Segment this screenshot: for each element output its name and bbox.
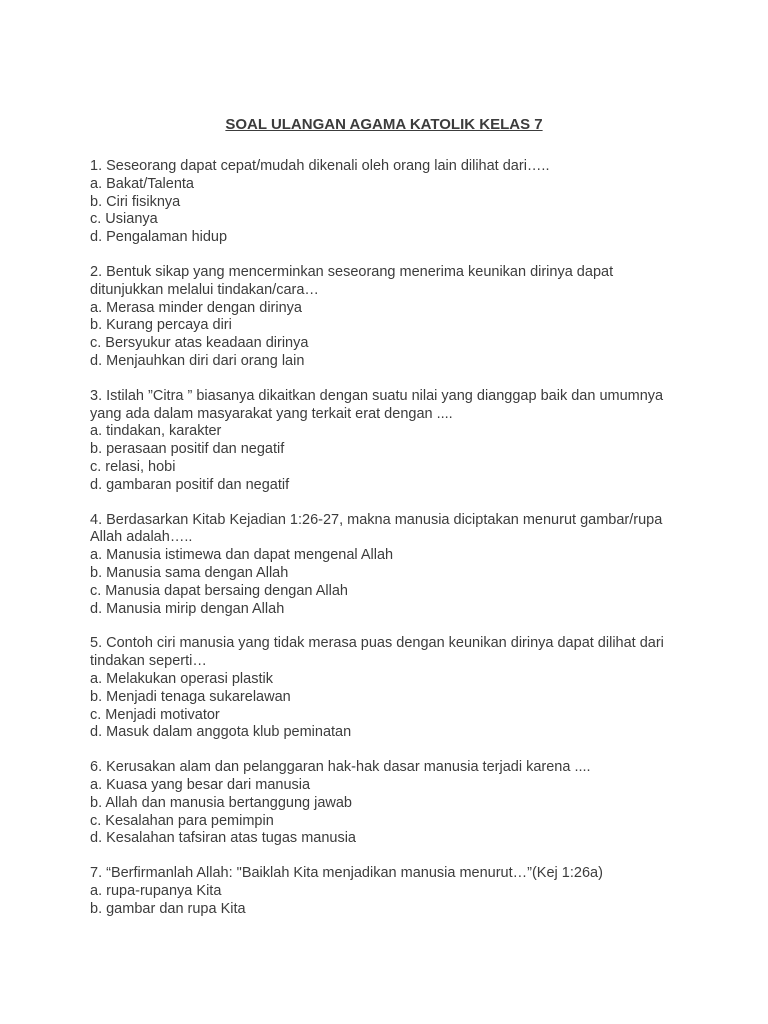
question-item — [90, 512, 690, 619]
option-list — [90, 777, 690, 848]
option-d: d. Menjauhkan diri dari orang lain — [90, 352, 305, 369]
option-d: d. Pengalaman hidup — [90, 229, 228, 246]
question-item — [90, 635, 690, 742]
question-item — [90, 759, 690, 848]
option-list — [90, 547, 690, 618]
option-b: b. Kurang percaya diri — [90, 317, 232, 334]
question-list — [90, 158, 690, 935]
option-a: a. tindakan, karakter — [90, 423, 222, 440]
option-a: a. Manusia istimewa dan dapat mengenal Allah — [90, 547, 394, 564]
option-d: d. Manusia mirip dengan Allah — [90, 600, 285, 617]
question-item — [90, 264, 690, 371]
option-b: b. Allah dan manusia bertanggung jawab — [90, 794, 352, 811]
option-c: c. relasi, hobi — [90, 458, 176, 475]
option-d: d. Masuk dalam anggota klub peminatan — [90, 724, 352, 741]
question-item — [90, 388, 690, 495]
option-list — [90, 423, 690, 494]
option-b: b. Menjadi tenaga sukarelawan — [90, 688, 291, 705]
option-c: c. Menjadi motivator — [90, 706, 220, 723]
document-title: SOAL ULANGAN AGAMA KATOLIK KELAS 7 — [225, 116, 543, 133]
option-list — [90, 176, 690, 247]
question-text: 4. Berdasarkan Kitab Kejadian 1:26-27, makna manusia diciptakan menurut gambar/rupa Allah adalah….. — [90, 511, 666, 546]
option-a: a. Melakukan operasi plastik — [90, 670, 273, 687]
question-text: 6. Kerusakan alam dan pelanggaran hak-hak dasar manusia terjadi karena .... — [90, 759, 591, 776]
option-a: a. Kuasa yang besar dari manusia — [90, 776, 311, 793]
question-item — [90, 158, 690, 247]
option-a: a. rupa-rupanya Kita — [90, 882, 222, 899]
option-c: c. Kesalahan para pemimpin — [90, 812, 274, 829]
option-a: a. Bakat/Talenta — [90, 175, 194, 192]
option-b: b. Manusia sama dengan Allah — [90, 564, 289, 581]
question-text: 7. “Berfirmanlah Allah: "Baiklah Kita menjadikan manusia menurut…”(Kej 1:26a) — [90, 865, 603, 882]
option-b: b. gambar dan rupa Kita — [90, 900, 246, 917]
option-list — [90, 883, 690, 919]
question-item — [90, 865, 690, 918]
option-b: b. Ciri fisiknya — [90, 193, 181, 210]
option-c: c. Usianya — [90, 211, 158, 228]
question-text: 3. Istilah ”Citra ” biasanya dikaitkan dengan suatu nilai yang dianggap baik dan umumnya yang ada dalam masyarakat yang terkait erat dengan .... — [90, 387, 668, 422]
question-text: 5. Contoh ciri manusia yang tidak merasa puas dengan keunikan dirinya dapat dilihat dari tindakan seperti… — [90, 635, 668, 670]
option-list — [90, 671, 690, 742]
option-d: d. gambaran positif dan negatif — [90, 476, 290, 493]
option-b: b. perasaan positif dan negatif — [90, 441, 285, 458]
question-text: 1. Seseorang dapat cepat/mudah dikenali oleh orang lain dilihat dari….. — [90, 158, 550, 174]
option-c: c. Bersyukur atas keadaan dirinya — [90, 335, 309, 352]
option-a: a. Merasa minder dengan dirinya — [90, 299, 302, 316]
option-c: c. Manusia dapat bersaing dengan Allah — [90, 582, 348, 599]
option-list — [90, 300, 690, 371]
question-text: 2. Bentuk sikap yang mencerminkan seseorang menerima keunikan dirinya dapat ditunjukkan melalui tindakan/cara… — [90, 263, 618, 298]
option-d: d. Kesalahan tafsiran atas tugas manusia — [90, 830, 356, 847]
